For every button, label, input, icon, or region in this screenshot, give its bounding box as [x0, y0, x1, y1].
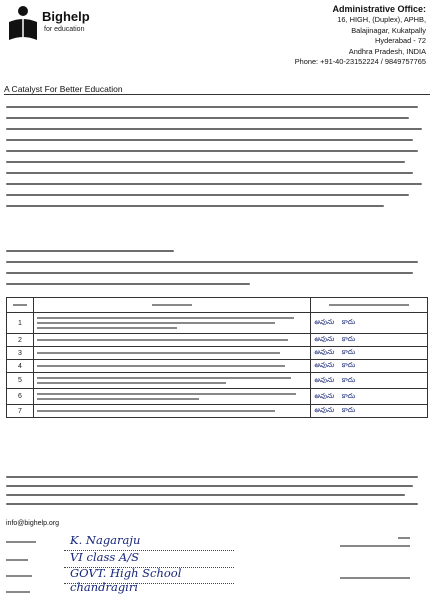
question-text — [34, 313, 311, 334]
col-answer-header — [311, 298, 428, 313]
table-row — [7, 389, 428, 405]
answer-option: కాదు — [341, 361, 356, 369]
answer-option: కాదు — [341, 391, 356, 400]
name-label — [6, 538, 66, 546]
question-text — [34, 360, 311, 373]
question-number: 1 — [7, 313, 34, 334]
brand-subtitle: for education — [44, 26, 85, 33]
answer-handwritten: అవును — [314, 318, 334, 326]
col-number-header — [7, 298, 34, 313]
answer-cell — [311, 347, 428, 360]
answer-option: కాదు — [341, 318, 356, 326]
instructions-paragraph — [6, 250, 426, 294]
table-row — [7, 347, 428, 360]
question-text — [34, 373, 311, 389]
office-line-2: Balajinagar, Kukatpally — [351, 25, 426, 35]
answer-handwritten: అవును — [314, 406, 334, 414]
answer-option: కాదు — [341, 348, 356, 356]
question-number: 4 — [7, 360, 34, 373]
answer-cell — [311, 389, 428, 405]
question-number: 2 — [7, 334, 34, 347]
question-number: 6 — [7, 389, 34, 405]
table-row — [7, 373, 428, 389]
tagline: A Catalyst For Better Education — [4, 84, 123, 94]
office-line-4: Andhra Pradesh, INDIA — [348, 46, 426, 56]
signature-block — [340, 534, 410, 550]
founder-signature — [340, 574, 410, 582]
table-row — [7, 334, 428, 347]
question-text — [34, 334, 311, 347]
class-label — [6, 556, 66, 564]
question-text — [34, 405, 311, 418]
answer-cell — [311, 360, 428, 373]
answer-handwritten: అవును — [314, 375, 334, 384]
answer-handwritten: అవును — [314, 348, 334, 356]
brand-name: Bighelp — [42, 9, 90, 24]
contact-email: info@bighelp.org — [6, 520, 60, 527]
answer-handwritten: అవును — [314, 361, 334, 369]
office-line-3: Hyderabad - 72 — [375, 36, 426, 46]
question-number: 5 — [7, 373, 34, 389]
answer-handwritten: అవును — [314, 391, 334, 400]
office-title: Administrative Office: — [332, 4, 426, 14]
question-number: 3 — [7, 347, 34, 360]
table-row — [7, 313, 428, 334]
answer-option: కాదు — [341, 375, 356, 384]
answer-handwritten: అవును — [314, 335, 334, 343]
answer-cell — [311, 405, 428, 418]
table-header-row — [7, 298, 428, 313]
student-class-value: VI class A/S — [70, 550, 139, 564]
office-phone: Phone: +91-40-23152224 / 9849757765 — [294, 57, 426, 67]
question-number: 7 — [7, 405, 34, 418]
student-name-value: K. Nagaraju — [70, 533, 141, 547]
office-address — [246, 3, 426, 68]
bighelp-logo-icon — [6, 4, 40, 44]
answer-option: కాదు — [341, 406, 356, 414]
village-label — [6, 588, 66, 596]
table-row — [7, 405, 428, 418]
answer-cell — [311, 313, 428, 334]
school-name-value: GOVT. High School — [70, 566, 182, 580]
office-line-1: 16, HIGH, (Duplex), APHB, — [337, 15, 426, 24]
header-divider — [4, 94, 430, 95]
closing-paragraph — [6, 476, 426, 512]
answer-cell — [311, 373, 428, 389]
village-value: chandragiri — [70, 580, 139, 594]
answer-cell — [311, 334, 428, 347]
question-text — [34, 347, 311, 360]
answer-option: కాదు — [341, 335, 356, 343]
school-label — [6, 572, 66, 580]
eligibility-questions-table — [6, 297, 428, 418]
table-row — [7, 360, 428, 373]
question-text — [34, 389, 311, 405]
intro-paragraph — [6, 106, 426, 216]
col-question-header — [34, 298, 311, 313]
